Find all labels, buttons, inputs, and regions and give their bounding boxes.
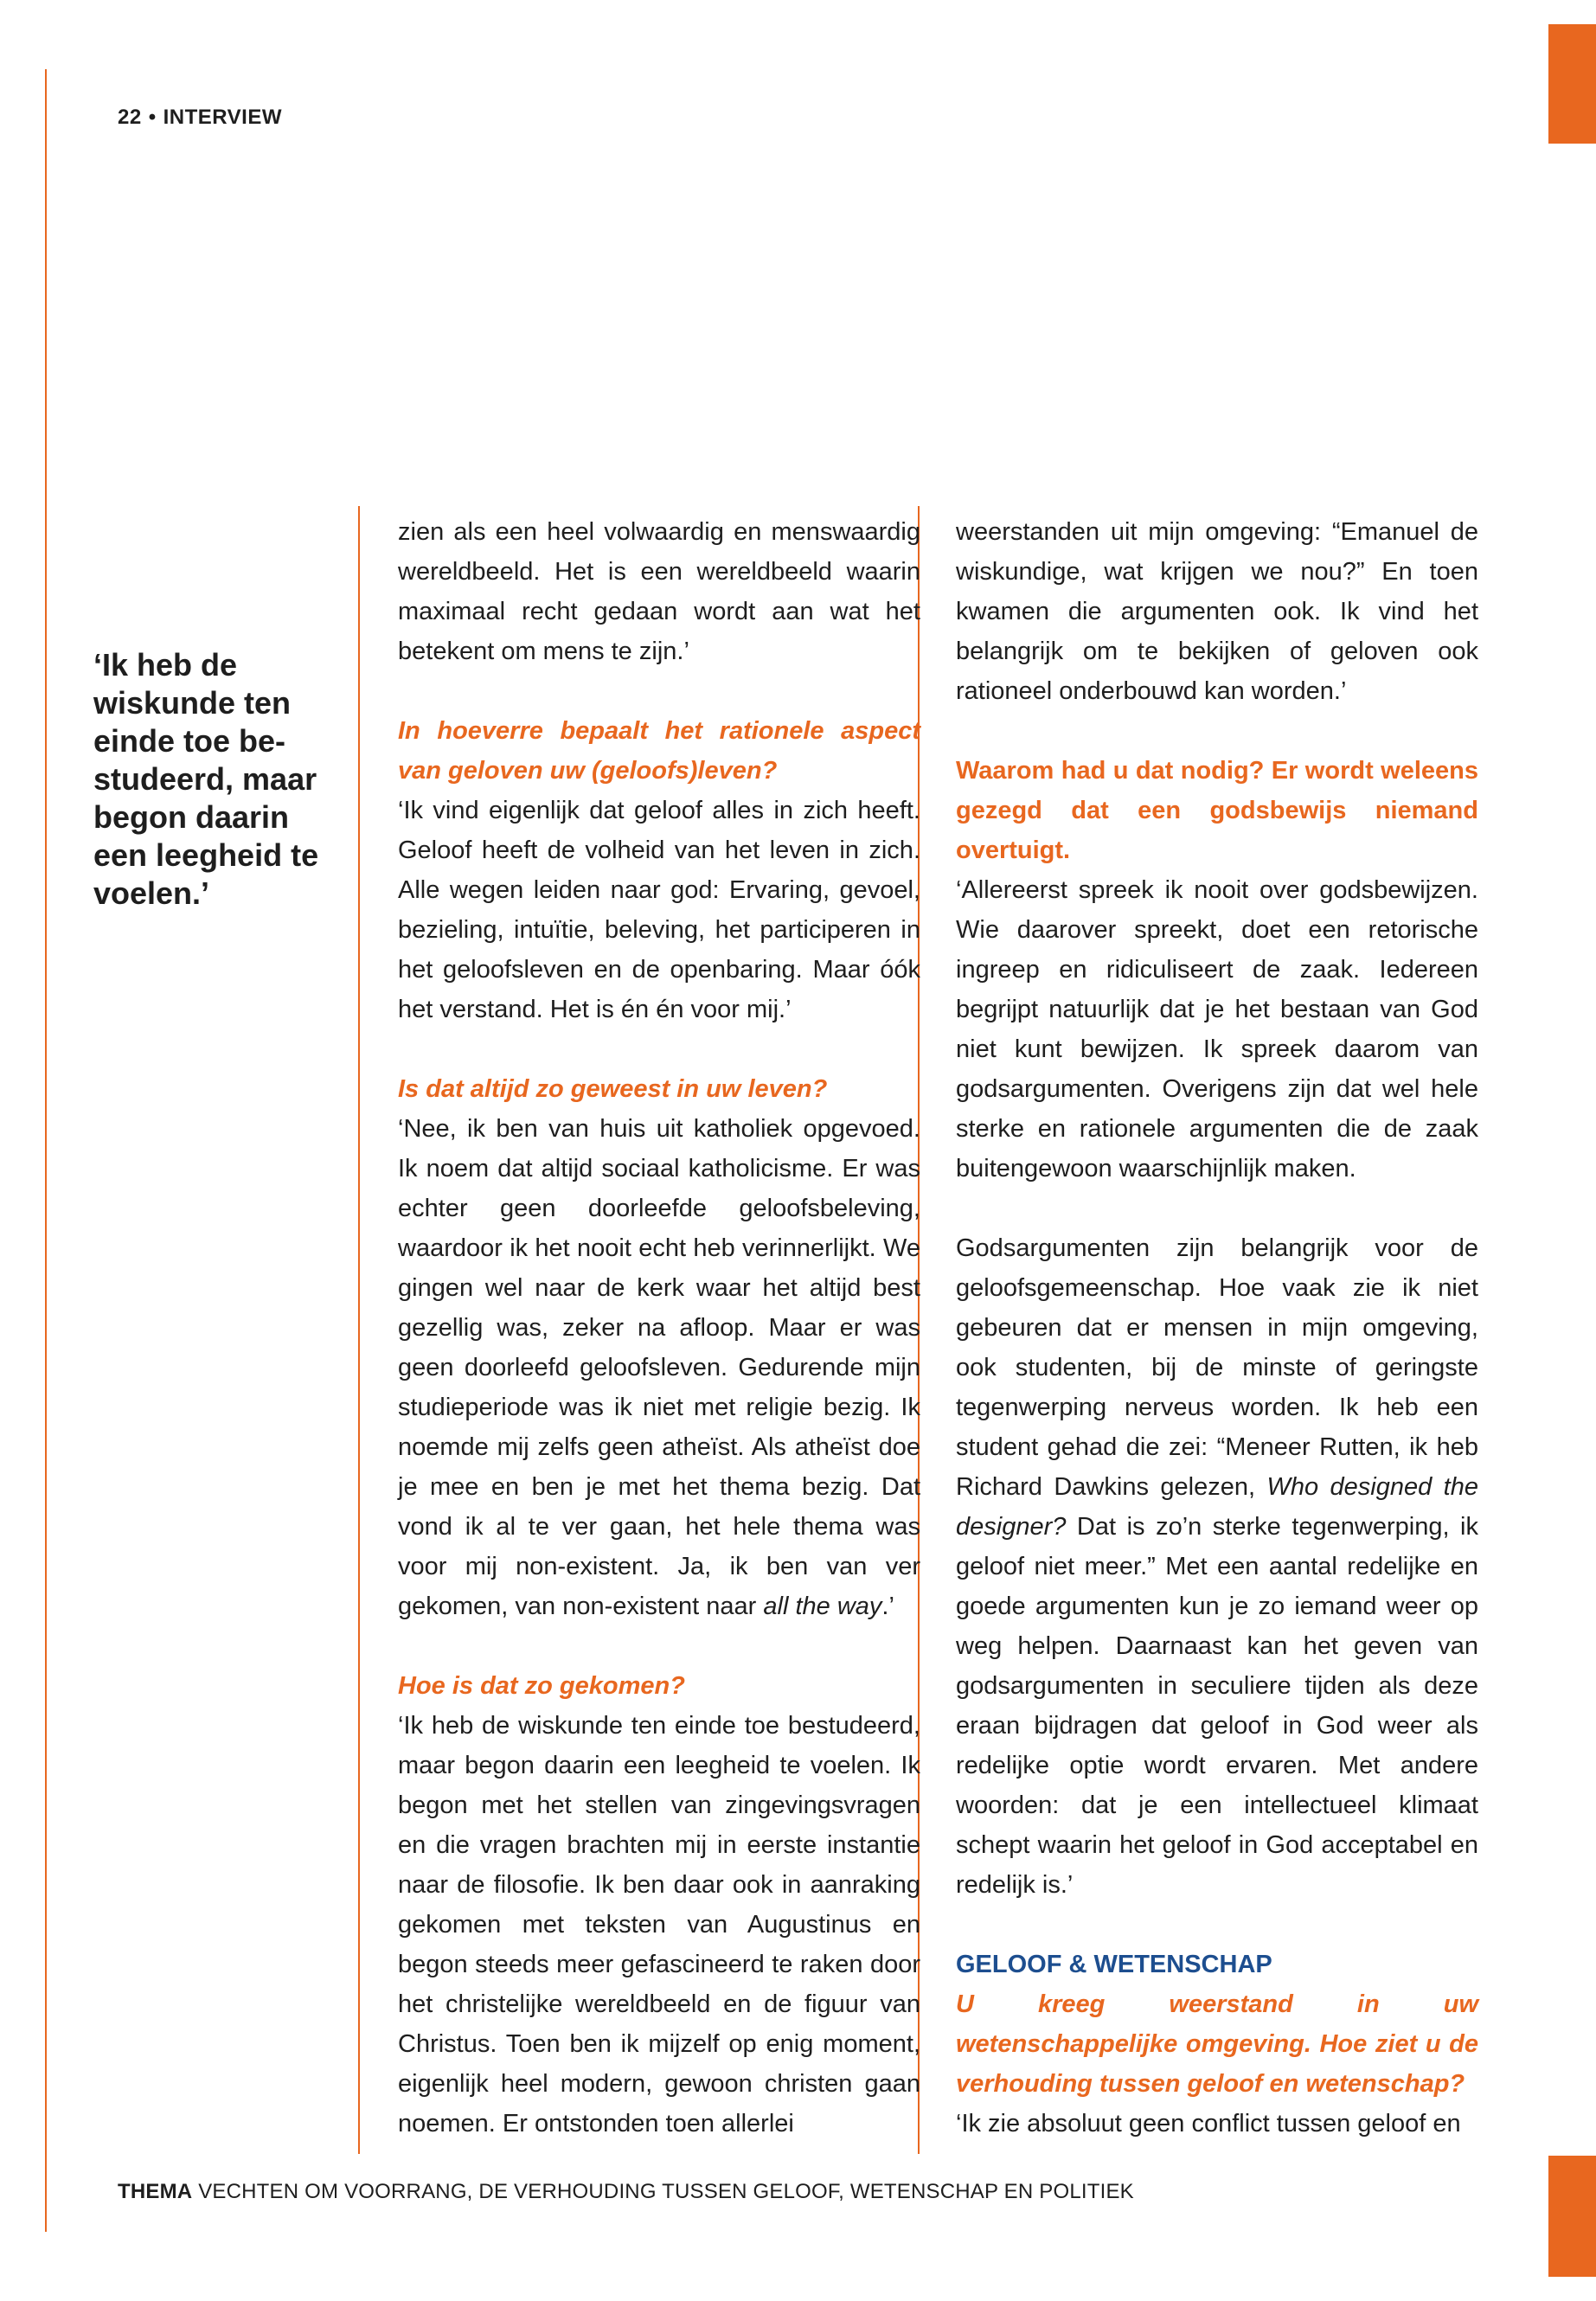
answer-text: Godsargumenten zijn belangrijk voor de geloofsgemeenschap. Hoe vaak zie ik niet gebeuren dat er mensen in mijn omgeving, ook studenten, bij de minste of geringste tegenwerping nerveus worden. Ik heb een student gehad die zei: “Meneer Rutten, ik heb Richard Dawkins gelezen, [956,1234,1478,1501]
top-right-orange-tab [1548,24,1596,144]
text-column-2 [956,512,1478,2144]
answer-italic-text: all the way [763,1593,882,1620]
paragraph: weerstanden uit mijn omgeving: “Emanuel de wiskundige, wat krijgen we nou?” En toen kwamen die argumenten ook. Ik vind het belangrijk om te bekijken of geloven ook rationeel onderbouwd kan worden.’ [956,518,1478,705]
interview-question: In hoeverre bepaalt het rationele aspect van geloven uw (geloofs)leven? [398,717,920,785]
answer-text: ‘Nee, ik ben van huis uit katholiek opgevoed. Ik noem dat altijd sociaal katholicisme. Er was echter geen doorleefde geloofsbeleving, waardoor ik het nooit echt heb verinnerlijkt. We gingen wel naar de kerk waar het altijd best gezellig was, zeker na afloop. Maar er was geen doorleefd geloofsleven. Gedurende mijn studieperiode was ik niet met religie bezig. Ik noemde mij zelfs geen atheïst. Als atheïst doe je mee en ben je met het thema bezig. Dat vond ik al te ver gaan, het hele thema was voor mij non-existent. Ja, ik ben van ver gekomen, van non-existent naar [398,1115,920,1620]
answer-italic-text: Who designed the designer? [956,1473,1478,1541]
answer-paragraph: ‘Ik zie absoluut geen conflict tussen geloof en [956,2110,1461,2138]
answer-text: Dat is zo’n sterke tegenwerping, ik geloof niet meer.” Met een aantal redelijke en goede argumenten kun je zo iemand weer op weg helpen. Daarnaast kan het geven van godsargumenten in seculiere tijden als deze eraan bijdragen dat geloof in God weer als redelijke optie wordt ervaren. Met andere woorden: dat je een intellectueel klimaat schept waarin het geloof in God acceptabel en redelijk is.’ [956,1513,1478,1899]
pull-quote: ‘Ik heb de wiskunde ten einde toe be-studeerd, maar begon daarin een leegheid te voelen.’ [93,647,319,911]
interview-question: Is dat altijd zo geweest in uw leven? [398,1075,828,1103]
interview-question: Hoe is dat zo gekomen? [398,1672,685,1700]
interview-question: Waarom had u dat nodig? Er wordt weleens gezegd dat een godsbewijs niemand overtuigt. [956,757,1478,864]
page-number: 22 [118,106,142,129]
footer-label: THEMA [118,2180,193,2203]
answer-paragraph [398,1109,920,1626]
text-column-1 [398,512,920,2144]
footer-text: VECHTEN OM VOORRANG, DE VERHOUDING TUSSEN GELOOF, WETENSCHAP EN POLITIEK [192,2180,1134,2203]
running-header [118,106,282,130]
column-divider-rule-1 [358,506,360,2154]
answer-paragraph: ‘Ik vind eigenlijk dat geloof alles in zich heeft. Geloof heeft de volheid van het leven in zich. Alle wegen leiden naar god: Ervaring, gevoel, bezieling, intuïtie, beleving, het participeren in het geloofsleven en de openbaring. Maar óók het verstand. Het is én én voor mij.’ [398,797,920,1023]
answer-paragraph [956,1228,1478,1905]
header-separator: • [148,106,157,129]
answer-paragraph: ‘Allereerst spreek ik nooit over godsbewijzen. Wie daarover spreekt, doet een retorische ingreep en ridiculiseert de zaak. Iedereen begrijpt natuurlijk dat je het bestaan van God niet kunt bewijzen. Ik spreek daarom van godsargumenten. Overigens zijn dat wel hele sterke en rationele argumenten die de zaak buitengewoon waarschijnlijk maken. [956,876,1478,1183]
left-margin-rule [45,69,47,2232]
header-section: INTERVIEW [163,106,283,129]
paragraph: zien als een heel volwaardig en menswaardig wereldbeeld. Het is een wereldbeeld waarin maximaal recht gedaan wordt aan wat het betekent om mens te zijn.’ [398,518,920,665]
running-footer [118,2180,1134,2204]
answer-text: .’ [881,1593,894,1620]
section-heading: GELOOF & WETENSCHAP [956,1951,1272,1978]
interview-question: U kreeg weerstand in uw wetenschappelijke omgeving. Hoe ziet u de verhouding tussen geloof en wetenschap? [956,1990,1478,2098]
bottom-right-orange-tab [1548,2156,1596,2277]
answer-paragraph: ‘Ik heb de wiskunde ten einde toe bestudeerd, maar begon daarin een leegheid te voelen. Ik begon met het stellen van zingevingsvragen en die vragen brachten mij in eerste instantie naar de filosofie. Ik ben daar ook in aanraking gekomen met teksten van Augustinus en begon steeds meer gefascineerd te raken door het christelijke wereldbeeld en de figuur van Christus. Toen ben ik mijzelf op enig moment, eigenlijk heel modern, gewoon christen gaan noemen. Er ontstonden toen allerlei [398,1712,920,2138]
